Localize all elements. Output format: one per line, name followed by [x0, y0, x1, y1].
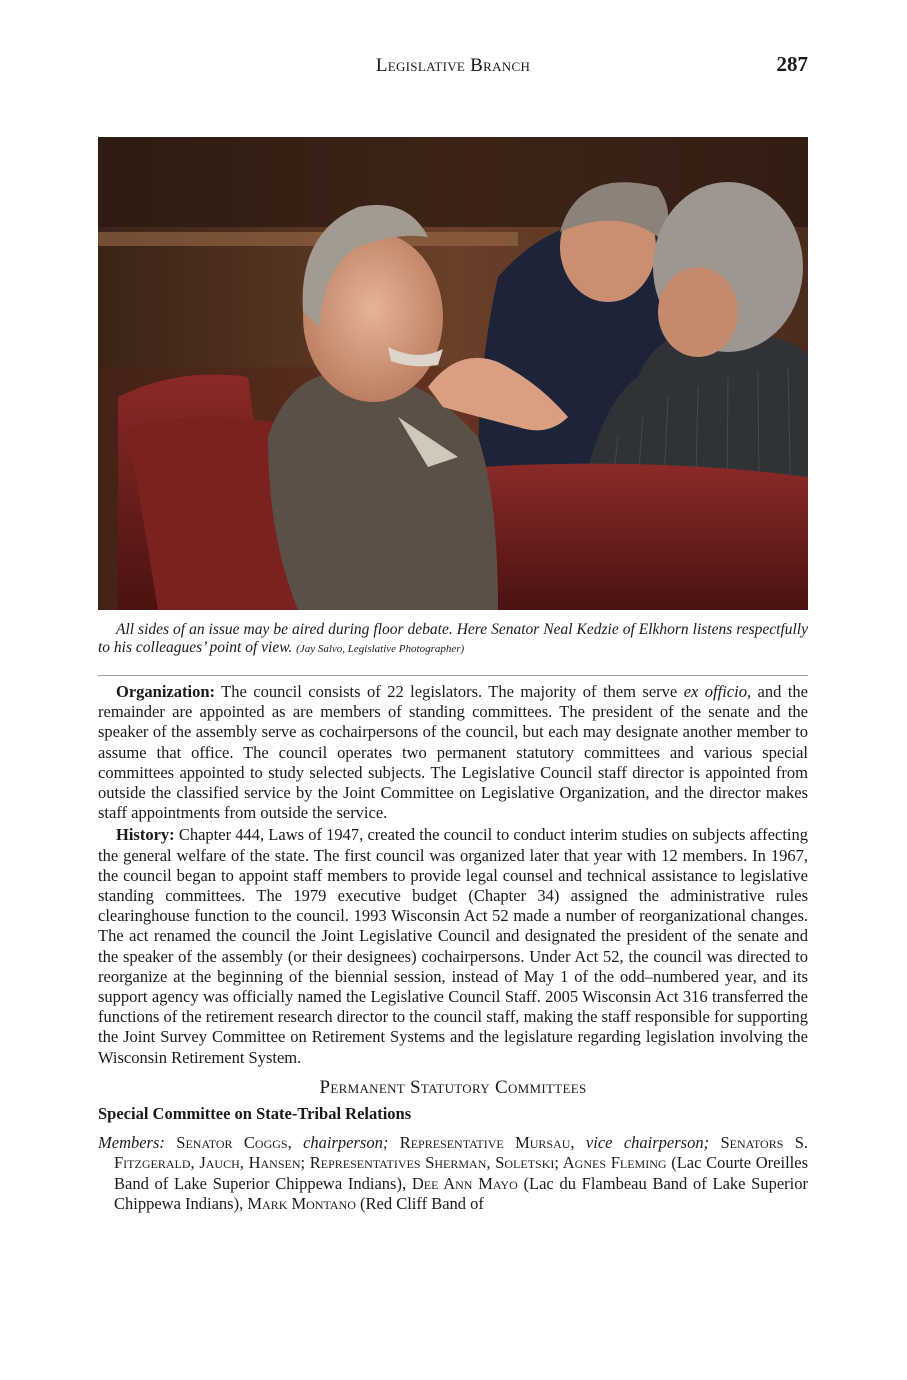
section-divider [98, 675, 808, 676]
role-chair: chairperson; [303, 1133, 389, 1153]
committee-members [98, 1133, 808, 1214]
history-label: History: [116, 825, 175, 845]
photo-credit: (Jay Salvo, Legislative Photographer) [296, 643, 465, 655]
tribe-2: (Lac du Flambeau Band of Lake Superior Chippewa Indians), [114, 1173, 809, 1213]
photo-illustration [98, 137, 808, 610]
member-chair: Senator Coggs, [176, 1133, 292, 1153]
role-vice-chair: vice chairperson; [585, 1133, 710, 1153]
organization-italic: ex officio, [683, 682, 752, 701]
tribe-1: (Lac Courte Oreilles Band of Lake Superior Chippewa Indians), [114, 1153, 808, 1193]
organization-label: Organization: [116, 682, 215, 701]
caption-text: All sides of an issue may be aired during floor debate. Here Senator Neal Kedzie of Elkhorn listens respectfully to his colleagues’ point of view. [98, 621, 808, 656]
page-number: 287 [776, 52, 808, 76]
organization-text-1: The council consists of 22 legislators. The majority of them serve [215, 682, 684, 701]
organization-paragraph [98, 682, 808, 823]
history-text: Chapter 444, Laws of 1947, created the council to conduct interim studies on subjects affecting the general welfare of the state. The first council was organized later that year with 12 members. In 1967, the council began to appoint staff members to provide legal counsel and technical assistance to legislative standing committees. The 1979 executive budget (Chapter 34) assigned the administrative rules clearinghouse function to the council. 1993 Wisconsin Act 52 made a number of reorganizational changes. The act renamed the council the Joint Legislative Council and designated the president of the senate and the speaker of the assembly (or their designees) cochairpersons. Under Act 52, the council was directed to reorganize at the beginning of the biennial session, instead of May 1 of the odd–numbered year, and its support agency was officially named the Legislative Council Staff. 2005 Wisconsin Act 316 transferred the functions of the retirement research director to the council staff, making the staff responsible for supporting the Joint Survey Committee on Retirement Systems and the legislature regarding legislation involving the Wisconsin Retirement System. [98, 825, 808, 1067]
tribe-3: (Red Cliff Band of [360, 1193, 484, 1213]
member-mayo: Dee Ann Mayo [411, 1173, 518, 1193]
history-paragraph [98, 825, 808, 1067]
photo-caption [98, 621, 808, 658]
member-vice-chair: Representative Mursau, [399, 1133, 575, 1153]
running-head: Legislative Branch [375, 55, 531, 76]
section-title: Permanent Statutory Committees [319, 1076, 587, 1098]
floor-debate-photo [98, 137, 808, 610]
members-label: Members: [98, 1133, 165, 1153]
member-montano: Mark Montano [247, 1193, 356, 1213]
committee-title: Special Committee on State-Tribal Relations [98, 1104, 412, 1124]
page-header [98, 52, 808, 82]
organization-text-2: and the remainder are appointed as are members of standing committees. The president of the senate and the speaker of the assembly serve as cochairpersons of the council, but each may designate another member to assume that office. The council operates two permanent statutory committees and various special committees appointed to study selected subjects. The Legislative Council staff director is appointed from outside the classified service by the Joint Committee on Legislative Organization, and the director makes staff appointments from outside the service. [98, 682, 808, 823]
members-legislators: Senators S. Fitzgerald, Jauch, Hansen; Representatives Sherman, Soletski; Agnes Fleming [114, 1133, 809, 1173]
body-text [98, 682, 808, 1214]
